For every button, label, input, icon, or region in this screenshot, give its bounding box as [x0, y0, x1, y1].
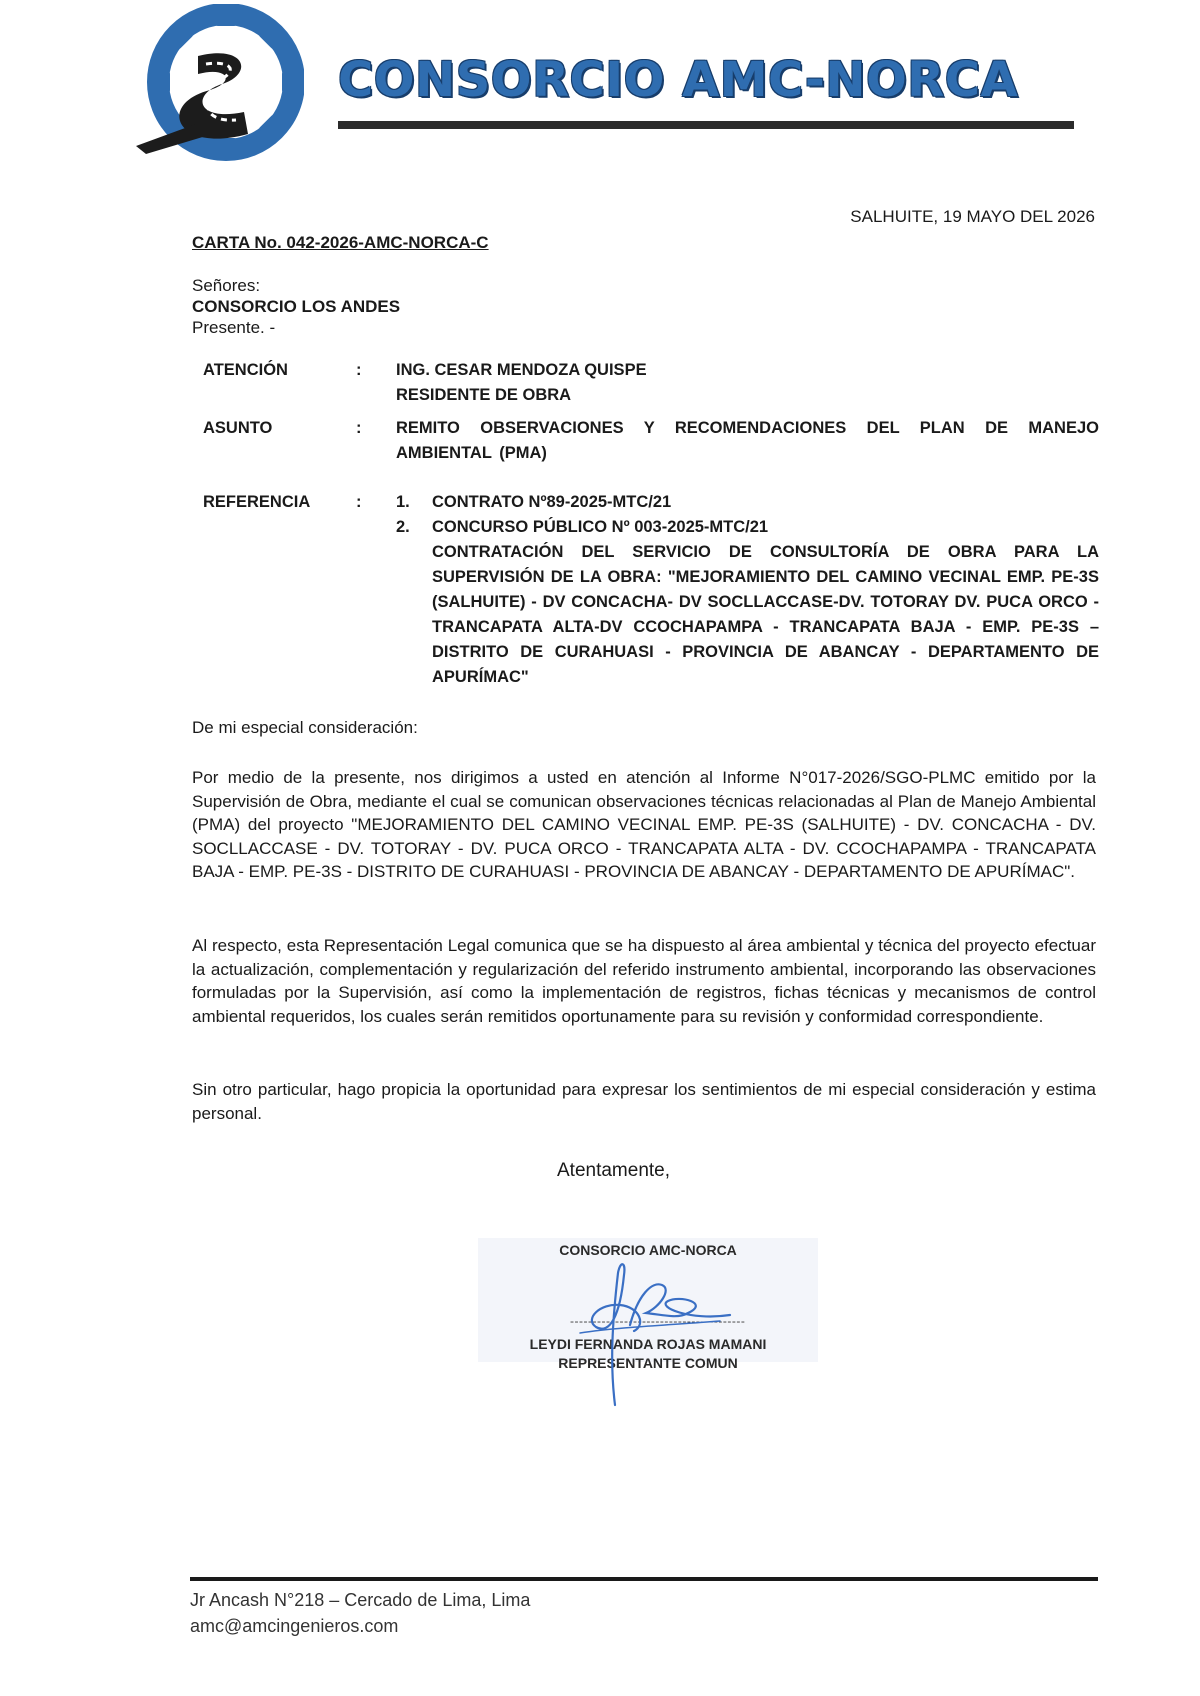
body-paragraph-1: Por medio de la presente, nos dirigimos a usted en atención al Informe N°017-2026/SGO-PLMC emitido por la Supervisión de Obra, mediante el cual se comunican observaciones técnicas relacionadas al Plan de Manejo Ambiental (PMA) del proyecto "MEJORAMIENTO DEL CAMINO VECINAL EMP. PE-3S (SALHUITE) - DV. CONCACHA - DV. SOCLLACCASE - DV. TOTORAY - DV. PUCA ORCO - TRANCAPATA ALTA - DV. CCOCHAPAMPA - TRANCAPATA BAJA - EMP. PE-3S - DISTRITO DE CURAHUASI - PROVINCIA DE ABANCAY - DEPARTAMENTO DE APURÍMAC". [192, 768, 1096, 881]
signature-line: --------------------------------------- [570, 1314, 746, 1328]
letter-date: SALHUITE, 19 MAYO DEL 2026 [850, 207, 1095, 226]
letter-number: CARTA No. 042-2026-AMC-NORCA-C [192, 233, 489, 252]
subject-label: ASUNTO [203, 419, 273, 437]
attention-title: RESIDENTE DE OBRA [396, 386, 572, 404]
reference-row [203, 490, 1099, 686]
closing: Atentamente, [557, 1160, 671, 1181]
salutation: Señores: [192, 276, 261, 295]
subject-colon: : [356, 419, 362, 437]
footer-address: Jr Ancash N°218 – Cercado de Lima, Lima [190, 1590, 531, 1610]
attention-name: ING. CESAR MENDOZA QUISPE [396, 361, 647, 379]
reference-detail: CONTRATACIÓN DEL SERVICIO DE CONSULTORÍA DE OBRA PARA LA SUPERVISIÓN DE LA OBRA: "MEJORAMIENTO DEL CAMINO VECINAL EMP. PE-3S (SALHUITE) - DV CONCACHA- DV SOCLLACCASE-DV. TOTORAY DV. PUCA ORCO - TRANCAPATA ALTA-DV CCOCHAPAMPA - TRANCAPATA BAJA - EMP. PE-3S – DISTRITO DE CURAHUASI - PROVINCIA DE ABANCAY - DEPARTAMENTO DE APURÍMAC" [432, 543, 1099, 686]
greeting: De mi especial consideración: [192, 718, 418, 737]
body-paragraph-3: Sin otro particular, hago propicia la oportunidad para expresar los sentimientos de mi especial consideración y estima personal. [192, 1080, 1096, 1123]
reference-number-2: 2. [396, 518, 410, 536]
reference-text-2: CONCURSO PÚBLICO Nº 003-2025-MTC/21 [432, 518, 769, 536]
reference-text-1: CONTRATO Nº89-2025-MTC/21 [432, 493, 672, 511]
body-paragraph-2: Al respecto, esta Representación Legal comunica que se ha dispuesto al área ambiental y técnica del proyecto efectuar la actualización, complementación y regularización del referido instrumento ambiental, incorporando las observaciones formuladas por la Supervisión, así como la implementación de registros, fichas técnicas y mecanismos de control ambiental requeridos, los cuales serán remitidos oportunamente para su revisión y conformidad correspondiente. [192, 936, 1096, 1026]
reference-label: REFERENCIA [203, 493, 311, 511]
recipient-block [192, 275, 400, 338]
company-logo-gear-road-icon [136, 4, 304, 172]
attention-colon: : [356, 361, 362, 379]
presente-line: Presente. - [192, 318, 276, 337]
signature-organization: CONSORCIO AMC-NORCA [559, 1242, 737, 1258]
attention-row [203, 358, 1099, 408]
subject-row [203, 416, 1099, 468]
company-name-heading: CONSORCIO AMC-NORCA [338, 52, 1019, 108]
reference-number-1: 1. [396, 493, 410, 511]
signatory-name: LEYDI FERNANDA ROJAS MAMANI [529, 1336, 767, 1352]
signatory-role: REPRESENTANTE COMUN [558, 1355, 738, 1371]
header-divider [338, 121, 1074, 129]
attention-label: ATENCIÓN [203, 361, 288, 379]
footer-divider [190, 1577, 1098, 1581]
subject-text: REMITO OBSERVACIONES Y RECOMENDACIONES DEL PLAN DE MANEJO AMBIENTAL (PMA) [396, 419, 1099, 462]
footer-email: amc@amcingenieros.com [190, 1616, 399, 1636]
recipient-name: CONSORCIO LOS ANDES [192, 297, 401, 316]
reference-colon: : [356, 493, 362, 511]
handwritten-signature-icon [560, 1255, 740, 1415]
